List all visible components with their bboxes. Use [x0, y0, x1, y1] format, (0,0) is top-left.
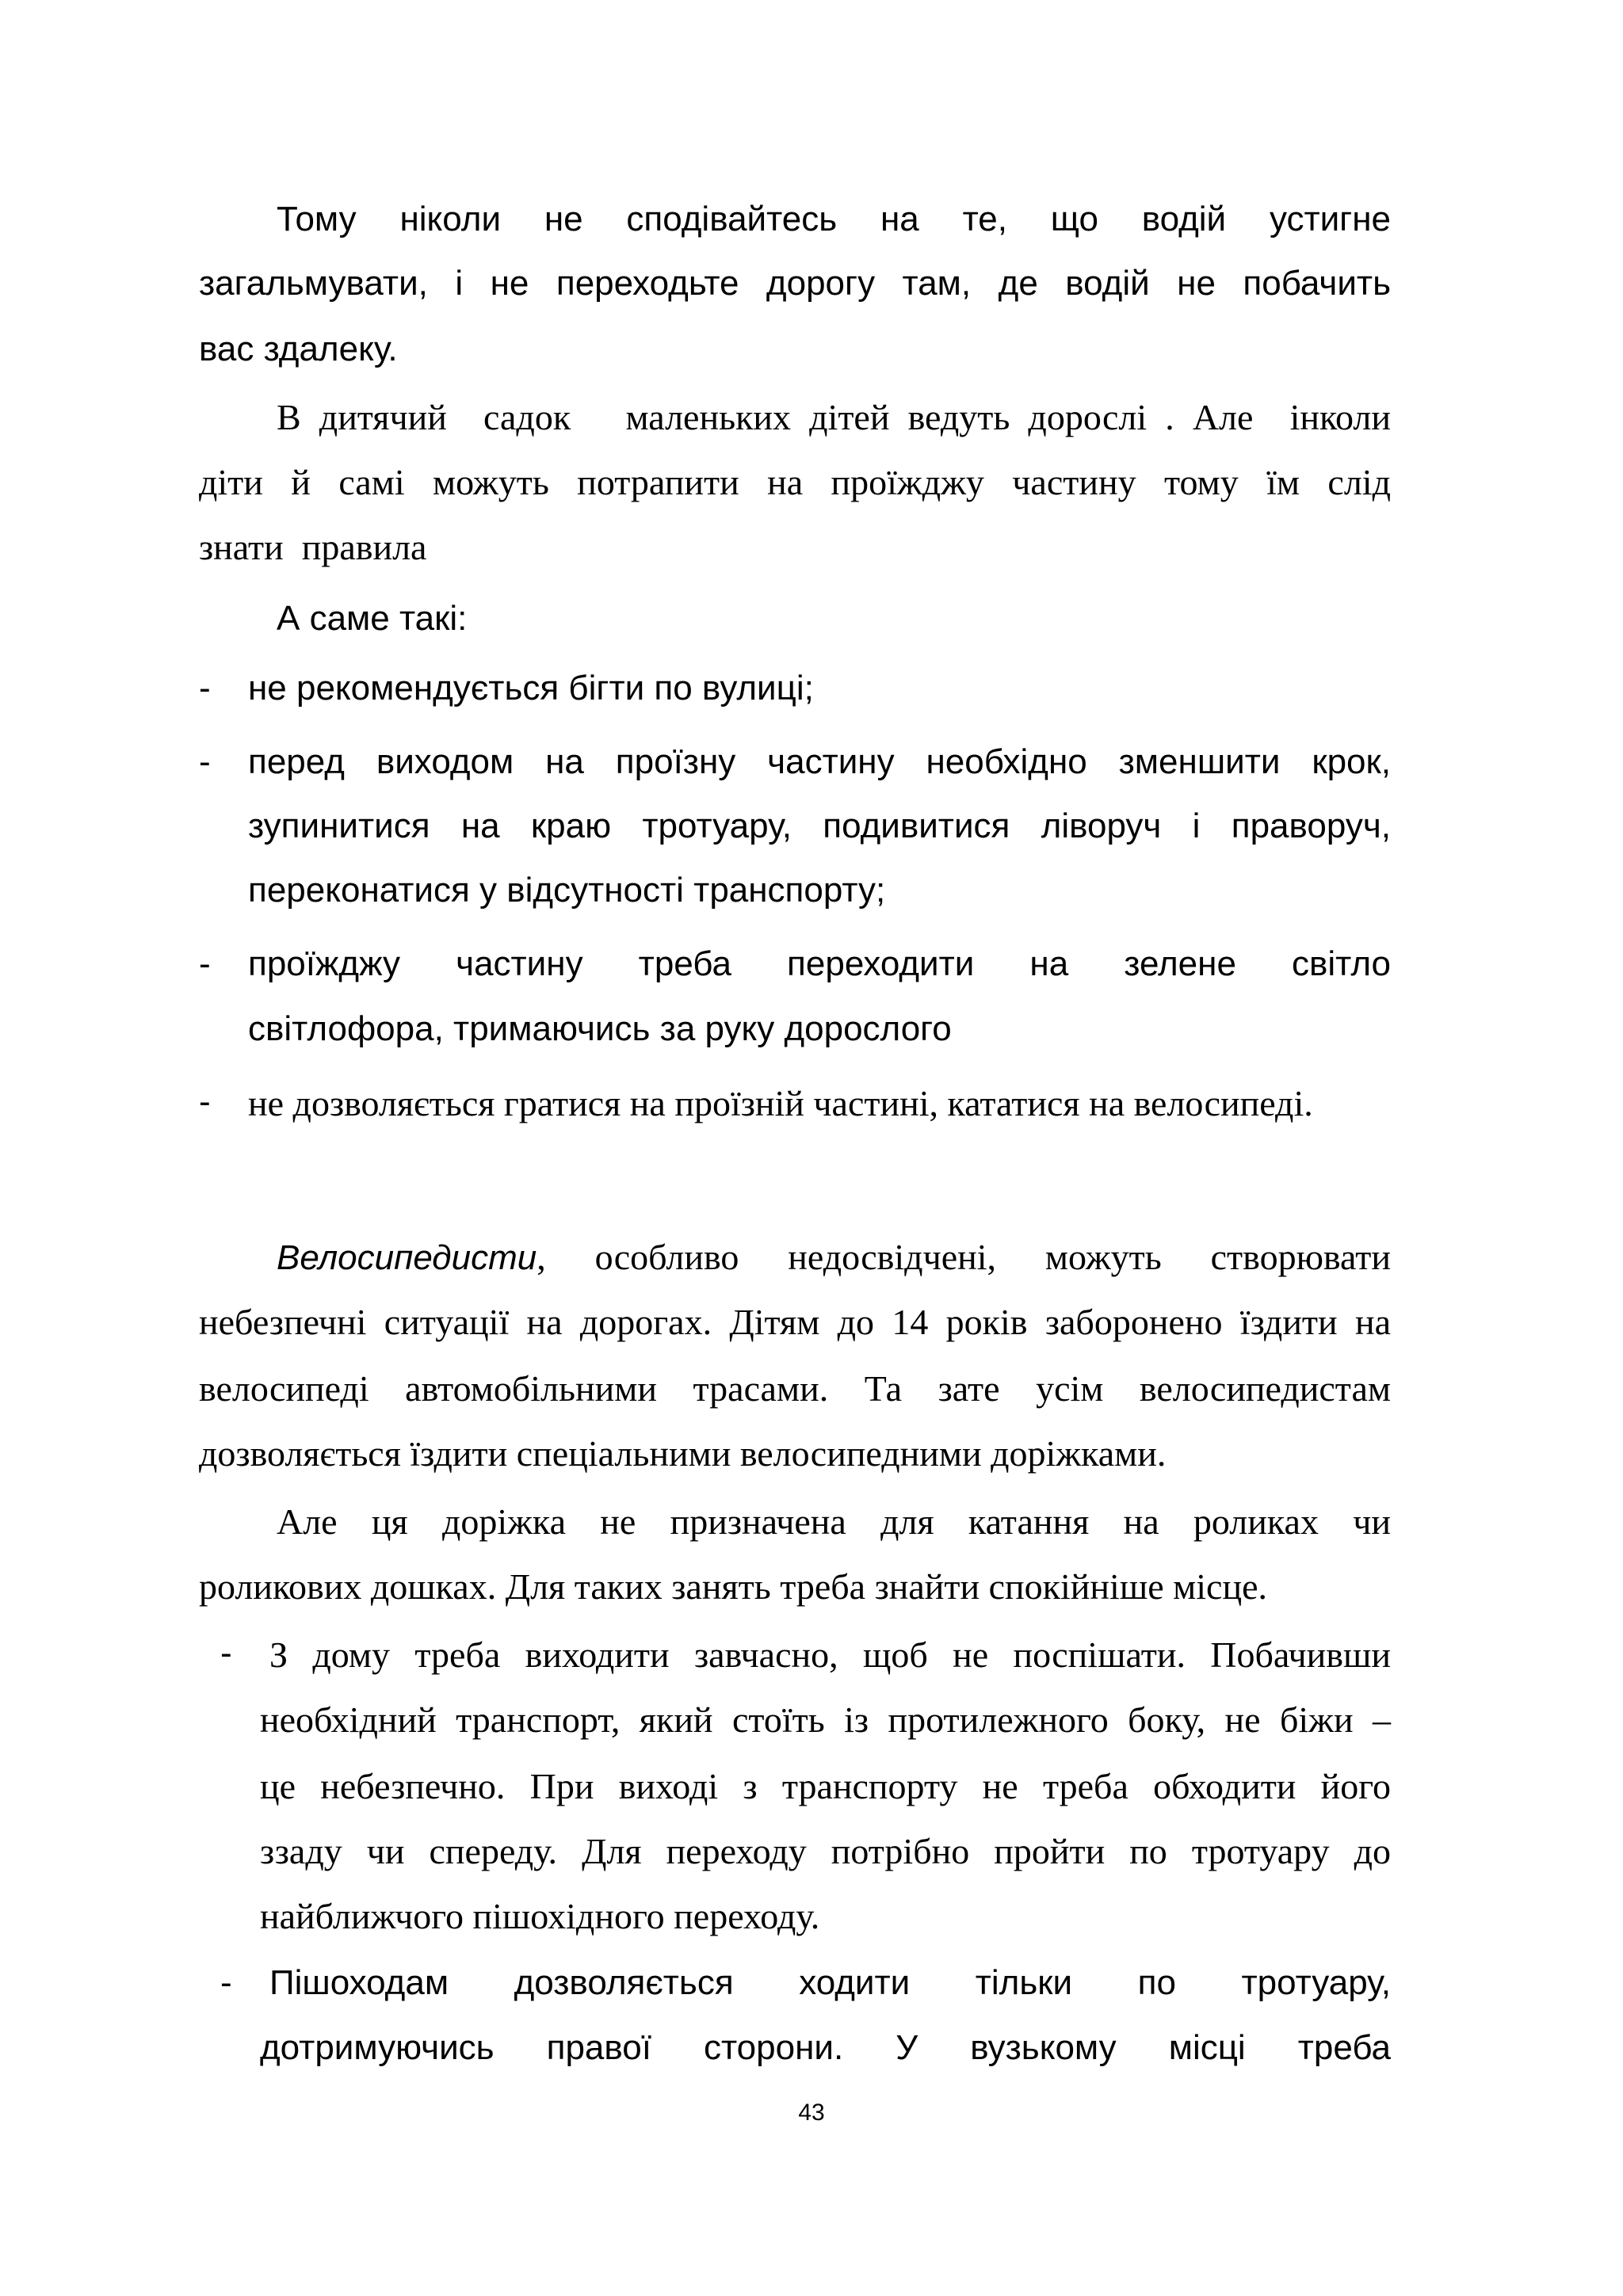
list-2-item-1-line-2: необхідний транспорт, який стоїть із протилежного боку, не біжи –: [260, 1699, 1391, 1740]
paragraph-3-line-1-rest: , особливо недосвідчені, можуть створювати: [537, 1237, 1391, 1277]
paragraph-2-line-1: В дитячий садок маленьких дітей ведуть дорослі . Але інколи: [277, 397, 1391, 437]
list-1-item-3-line-1: проїжджу частину треба переходити на зелене світло: [248, 944, 1391, 983]
list-2-item-1-line-4: ззаду чи спереду. Для переходу потрібно пройти по тротуару до: [260, 1831, 1391, 1871]
list-2-item-2-line-2: дотримуючись правої сторони. У вузькому місці треба: [260, 2028, 1391, 2067]
list-1-item-3-line-2: світлофора, тримаючись за руку дорослого: [248, 1009, 952, 1048]
paragraph-1-line-2: загальмувати, і не переходьте дорогу там, де водій не побачить: [199, 264, 1391, 303]
list-1-item-2-line-1: перед виходом на проїзну частину необхідно зменшити крок,: [248, 742, 1391, 781]
paragraph-4-line-1: Але ця доріжка не призначена для катання на роликах чи: [277, 1501, 1391, 1542]
list-2-item-2-line-1: Пішоходам дозволяється ходити тільки по тротуару,: [269, 1963, 1391, 2002]
paragraph-1-line-3: вас здалеку.: [199, 330, 398, 368]
list-1-dash-3: -: [199, 944, 211, 983]
paragraph-4-line-2: роликових дошках. Для таких занять треба знайти спокійніше місце.: [199, 1566, 1267, 1607]
paragraph-3-line-2: небезпечні ситуації на дорогах. Дітям до 14 років заборонено їздити на: [199, 1302, 1391, 1342]
italic-term-cyclists: Велосипедисти: [277, 1238, 537, 1277]
list-1-dash-4: -: [199, 1082, 211, 1121]
paragraph-3-line-3: велосипеді автомобільними трасами. Та зате усім велосипедистам: [199, 1368, 1391, 1409]
list-1-dash-2: -: [199, 742, 211, 781]
list-1-dash-1: -: [199, 669, 211, 707]
list-2-item-1-line-1: З дому треба виходити завчасно, щоб не поспішати. Побачивши: [269, 1634, 1391, 1675]
paragraph-3-line-4: дозволяється їздити спеціальними велосипедними доріжками.: [199, 1433, 1167, 1474]
list-intro: А саме такі:: [277, 599, 468, 638]
paragraph-2-line-3: знати правила: [199, 527, 427, 567]
paragraph-2-line-2: діти й самі можуть потрапити на проїжджу частину тому їм слід: [199, 462, 1391, 502]
list-2-dash-1: -: [220, 1634, 232, 1672]
list-1-item-4: не дозволяється гратися на проїзній частині, кататися на велосипеді.: [248, 1083, 1313, 1123]
list-2-item-1-line-5: найближчого пішохідного переходу.: [260, 1896, 820, 1936]
list-1-item-2-line-2: зупинитися на краю тротуару, подивитися ліворуч і праворуч,: [248, 807, 1391, 845]
list-2-item-1-line-3: це небезпечно. При виході з транспорту не треба обходити його: [260, 1766, 1391, 1806]
list-1-item-1: не рекомендується бігти по вулиці;: [248, 669, 814, 707]
paragraph-3-line-1: [277, 1236, 1391, 1278]
paragraph-1-line-1: Тому ніколи не сподівайтесь на те, що водій устигне: [277, 200, 1391, 238]
page-number: 43: [798, 2100, 825, 2126]
list-1-item-2-line-3: переконатися у відсутності транспорту;: [248, 871, 886, 910]
list-2-dash-2: -: [220, 1963, 232, 2002]
